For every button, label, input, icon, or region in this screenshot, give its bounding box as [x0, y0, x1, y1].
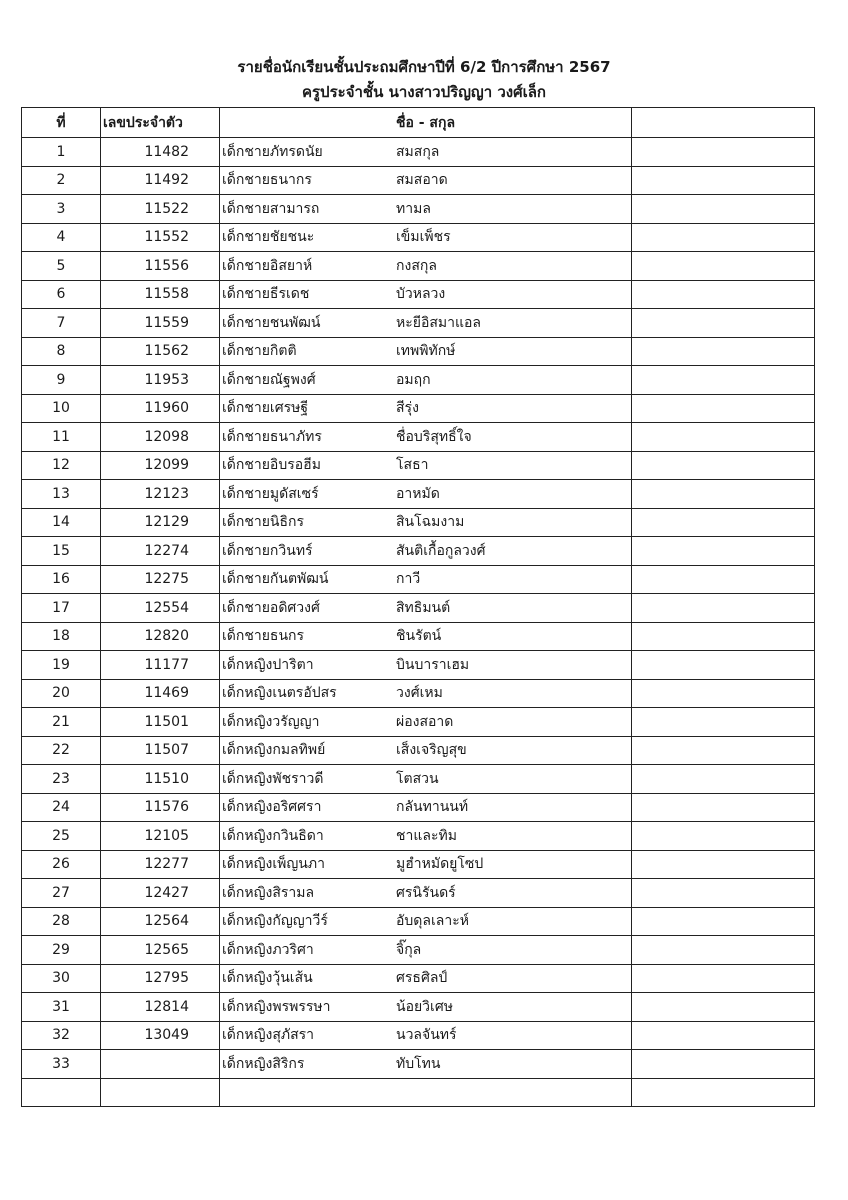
cell-name	[220, 451, 632, 480]
cell-name	[220, 480, 632, 509]
cell-student-id: 11482	[101, 138, 220, 167]
table-row	[22, 508, 815, 537]
cell-name	[220, 366, 632, 395]
cell-blank	[632, 1021, 815, 1050]
cell-name	[220, 1050, 632, 1079]
cell-name	[220, 280, 632, 309]
cell-name	[220, 1078, 632, 1107]
cell-student-id: 12099	[101, 451, 220, 480]
last-name: สมสกุล	[396, 143, 440, 160]
cell-blank	[632, 651, 815, 680]
cell-no: 18	[22, 622, 101, 651]
table-row	[22, 822, 815, 851]
first-name: เด็กชายธนกร	[222, 628, 305, 645]
cell-no: 31	[22, 993, 101, 1022]
last-name: วงศ์เหม	[396, 685, 443, 702]
cell-student-id: 11552	[101, 223, 220, 252]
table-row	[22, 309, 815, 338]
first-name: เด็กชายอิบรอฮีม	[222, 457, 321, 474]
first-name: เด็กหญิงอริศศรา	[222, 799, 322, 816]
cell-name	[220, 793, 632, 822]
cell-name	[220, 651, 632, 680]
table-row	[22, 138, 815, 167]
cell-blank	[632, 565, 815, 594]
first-name: เด็กชายณัฐพงศ์	[222, 371, 316, 388]
cell-no: 26	[22, 850, 101, 879]
last-name: กลันทานนท์	[396, 799, 469, 816]
cell-no: 10	[22, 394, 101, 423]
cell-blank	[632, 280, 815, 309]
cell-student-id: 12274	[101, 537, 220, 566]
table-row	[22, 907, 815, 936]
first-name: เด็กหญิงกวินธิดา	[222, 827, 324, 844]
table-row	[22, 252, 815, 281]
table-row	[22, 1021, 815, 1050]
last-name: สิทธิมนต์	[396, 599, 451, 616]
cell-blank	[632, 822, 815, 851]
cell-name	[220, 195, 632, 224]
table-row	[22, 565, 815, 594]
cell-blank	[632, 252, 815, 281]
cell-student-id: 12098	[101, 423, 220, 452]
last-name: อมฤก	[396, 371, 431, 388]
first-name: เด็กชายธนากร	[222, 172, 312, 189]
table-row	[22, 993, 815, 1022]
cell-blank	[632, 907, 815, 936]
first-name: เด็กหญิงกัญญาวีร์	[222, 913, 328, 930]
last-name: สันติเกื้อกูลวงศ์	[396, 542, 486, 559]
last-name: ศรธศิลป์	[396, 970, 448, 987]
table-row	[22, 451, 815, 480]
first-name: เด็กหญิงเพ็ญนภา	[222, 856, 325, 873]
cell-no: 30	[22, 964, 101, 993]
first-name: เด็กชายสามารถ	[222, 200, 320, 217]
cell-student-id: 12814	[101, 993, 220, 1022]
cell-student-id: 12427	[101, 879, 220, 908]
cell-student-id	[101, 1078, 220, 1107]
cell-blank	[632, 679, 815, 708]
cell-no: 5	[22, 252, 101, 281]
cell-no: 29	[22, 936, 101, 965]
table-row	[22, 850, 815, 879]
first-name: เด็กชายกิตติ	[222, 343, 297, 360]
cell-name	[220, 964, 632, 993]
first-name: เด็กหญิงเนตรอัปสร	[222, 685, 337, 702]
cell-no: 8	[22, 337, 101, 366]
cell-student-id: 11177	[101, 651, 220, 680]
cell-name	[220, 508, 632, 537]
first-name: เด็กหญิงภวริศา	[222, 941, 314, 958]
table-row	[22, 651, 815, 680]
table-row	[22, 622, 815, 651]
table-row	[22, 480, 815, 509]
cell-student-id: 11510	[101, 765, 220, 794]
cell-no: 1	[22, 138, 101, 167]
cell-name	[220, 423, 632, 452]
cell-blank	[632, 708, 815, 737]
cell-student-id: 11559	[101, 309, 220, 338]
cell-student-id	[101, 1050, 220, 1079]
cell-name	[220, 537, 632, 566]
cell-no: 9	[22, 366, 101, 395]
first-name: เด็กชายกันตพัฒน์	[222, 571, 329, 588]
last-name: ทับโทน	[396, 1055, 441, 1072]
cell-student-id: 12275	[101, 565, 220, 594]
last-name: กาวี	[396, 571, 421, 588]
cell-name	[220, 565, 632, 594]
cell-blank	[632, 394, 815, 423]
first-name: เด็กชายธีรเดช	[222, 286, 310, 303]
last-name: บัวหลวง	[396, 286, 446, 303]
cell-blank	[632, 594, 815, 623]
cell-no: 4	[22, 223, 101, 252]
last-name: ชินรัตน์	[396, 628, 442, 645]
table-row	[22, 537, 815, 566]
table-row	[22, 1050, 815, 1079]
first-name: เด็กหญิงสุภัสรา	[222, 1027, 315, 1044]
cell-student-id: 12795	[101, 964, 220, 993]
last-name: ผ่องสอาด	[396, 713, 454, 730]
last-name: ทามล	[396, 200, 431, 217]
first-name: เด็กหญิงพรพรรษา	[222, 998, 331, 1015]
teacher-line: ครูประจำชั้น นางสาวปริญญา วงศ์เล็ก	[301, 83, 547, 101]
cell-blank	[632, 366, 815, 395]
cell-student-id: 12565	[101, 936, 220, 965]
cell-student-id: 11469	[101, 679, 220, 708]
cell-blank	[632, 964, 815, 993]
cell-no: 2	[22, 166, 101, 195]
cell-no: 28	[22, 907, 101, 936]
table-row	[22, 394, 815, 423]
first-name: เด็กชายอดิศวงศ์	[222, 599, 320, 616]
cell-no: 21	[22, 708, 101, 737]
cell-student-id: 12129	[101, 508, 220, 537]
first-name: เด็กชายภัทรดนัย	[222, 143, 323, 160]
cell-student-id: 12564	[101, 907, 220, 936]
table-row	[22, 879, 815, 908]
cell-blank	[632, 451, 815, 480]
last-name: กงสกุล	[396, 257, 437, 274]
first-name: เด็กหญิงวรัญญา	[222, 713, 320, 730]
last-name: โตสวน	[396, 770, 439, 787]
cell-blank	[632, 337, 815, 366]
cell-blank	[632, 480, 815, 509]
cell-name	[220, 822, 632, 851]
last-name: อับดุลเลาะห์	[396, 913, 469, 930]
cell-student-id: 11576	[101, 793, 220, 822]
table-row	[22, 793, 815, 822]
last-name: สมสอาด	[396, 172, 448, 189]
cell-name	[220, 1021, 632, 1050]
last-name: ชื่อบริสุทธิ์ใจ	[396, 428, 472, 445]
last-name: ชาและทิม	[396, 827, 457, 844]
table-row	[22, 679, 815, 708]
last-name: จิ๊กุล	[396, 941, 422, 958]
first-name: เด็กชายมูดัสเซร์	[222, 485, 319, 502]
cell-student-id: 11960	[101, 394, 220, 423]
last-name: เข็มเพ็ชร	[396, 229, 451, 246]
table-row	[22, 195, 815, 224]
column-header-no: ที่	[22, 108, 101, 138]
column-header-name: ชื่อ - สกุล	[220, 108, 632, 138]
cell-name	[220, 708, 632, 737]
column-header-blank	[632, 108, 815, 138]
first-name: เด็กชายเศรษฐี	[222, 400, 309, 417]
last-name: นวลจันทร์	[396, 1027, 457, 1044]
cell-student-id: 11501	[101, 708, 220, 737]
first-name: เด็กหญิงสิรามล	[222, 884, 315, 901]
cell-blank	[632, 223, 815, 252]
cell-no: 12	[22, 451, 101, 480]
document-title: รายชื่อนักเรียนชั้นประถมศึกษาปีที่ 6/2 ปีการศึกษา 2567	[237, 58, 611, 76]
cell-no: 33	[22, 1050, 101, 1079]
table-row	[22, 423, 815, 452]
student-table	[21, 107, 815, 1107]
cell-student-id: 12820	[101, 622, 220, 651]
cell-blank	[632, 993, 815, 1022]
cell-blank	[632, 736, 815, 765]
last-name: ศรนิรันดร์	[396, 884, 456, 901]
cell-name	[220, 337, 632, 366]
table-row	[22, 280, 815, 309]
last-name: โสธา	[396, 457, 429, 474]
table-header-row	[22, 108, 815, 138]
cell-student-id: 12554	[101, 594, 220, 623]
cell-name	[220, 907, 632, 936]
cell-name	[220, 736, 632, 765]
table-row	[22, 366, 815, 395]
cell-blank	[632, 537, 815, 566]
last-name: มูฮำหมัดยูโซป	[396, 856, 484, 873]
cell-name	[220, 765, 632, 794]
cell-blank	[632, 1050, 815, 1079]
cell-name	[220, 394, 632, 423]
cell-student-id: 12123	[101, 480, 220, 509]
cell-blank	[632, 309, 815, 338]
cell-name	[220, 622, 632, 651]
cell-no: 13	[22, 480, 101, 509]
cell-no: 32	[22, 1021, 101, 1050]
table-row	[22, 166, 815, 195]
first-name: เด็กชายนิธิกร	[222, 514, 305, 531]
cell-no	[22, 1078, 101, 1107]
cell-student-id: 11556	[101, 252, 220, 281]
cell-blank	[632, 423, 815, 452]
cell-blank	[632, 1078, 815, 1107]
cell-name	[220, 138, 632, 167]
table-row	[22, 708, 815, 737]
cell-blank	[632, 508, 815, 537]
first-name: เด็กชายกวินทร์	[222, 542, 313, 559]
cell-no: 7	[22, 309, 101, 338]
cell-student-id: 12277	[101, 850, 220, 879]
cell-no: 23	[22, 765, 101, 794]
first-name: เด็กหญิงปาริตา	[222, 656, 314, 673]
cell-blank	[632, 850, 815, 879]
cell-name	[220, 594, 632, 623]
first-name: เด็กชายอิสยาห์	[222, 257, 313, 274]
cell-student-id: 12105	[101, 822, 220, 851]
cell-no: 15	[22, 537, 101, 566]
cell-blank	[632, 622, 815, 651]
table-row	[22, 1078, 815, 1107]
table-row	[22, 594, 815, 623]
cell-no: 11	[22, 423, 101, 452]
cell-name	[220, 252, 632, 281]
cell-name	[220, 223, 632, 252]
cell-no: 27	[22, 879, 101, 908]
last-name: เส็งเจริญสุข	[396, 742, 467, 759]
first-name: เด็กชายชนพัฒน์	[222, 314, 321, 331]
cell-blank	[632, 166, 815, 195]
first-name: เด็กหญิงสิริกร	[222, 1055, 305, 1072]
column-header-student-id: เลขประจำตัว	[101, 108, 220, 138]
cell-student-id: 11953	[101, 366, 220, 395]
table-row	[22, 765, 815, 794]
cell-no: 17	[22, 594, 101, 623]
last-name: หะยีอิสมาแอล	[396, 314, 482, 331]
cell-blank	[632, 936, 815, 965]
cell-blank	[632, 793, 815, 822]
cell-student-id: 11558	[101, 280, 220, 309]
table-row	[22, 736, 815, 765]
cell-no: 20	[22, 679, 101, 708]
cell-student-id: 11522	[101, 195, 220, 224]
cell-no: 19	[22, 651, 101, 680]
last-name: สินโฉมงาม	[396, 514, 465, 531]
cell-no: 14	[22, 508, 101, 537]
first-name: เด็กหญิงกมลทิพย์	[222, 742, 326, 759]
first-name: เด็กหญิงวุ้นเส้น	[222, 970, 313, 987]
last-name: สีรุ่ง	[396, 400, 419, 417]
cell-name	[220, 879, 632, 908]
cell-blank	[632, 765, 815, 794]
cell-student-id: 11507	[101, 736, 220, 765]
table-row	[22, 936, 815, 965]
cell-no: 3	[22, 195, 101, 224]
cell-no: 25	[22, 822, 101, 851]
last-name: บินบาราเฮม	[396, 656, 470, 673]
last-name: น้อยวิเศษ	[396, 998, 453, 1015]
cell-name	[220, 936, 632, 965]
cell-no: 16	[22, 565, 101, 594]
last-name: เทพพิทักษ์	[396, 343, 456, 360]
first-name: เด็กชายธนาภัทร	[222, 428, 322, 445]
cell-student-id: 11562	[101, 337, 220, 366]
cell-name	[220, 166, 632, 195]
cell-student-id: 13049	[101, 1021, 220, 1050]
table-row	[22, 223, 815, 252]
first-name: เด็กหญิงพัชราวดี	[222, 770, 324, 787]
cell-no: 22	[22, 736, 101, 765]
cell-name	[220, 850, 632, 879]
cell-name	[220, 679, 632, 708]
cell-name	[220, 309, 632, 338]
table-row	[22, 337, 815, 366]
cell-blank	[632, 879, 815, 908]
cell-student-id: 11492	[101, 166, 220, 195]
table-row	[22, 964, 815, 993]
last-name: อาหมัด	[396, 485, 440, 502]
cell-blank	[632, 138, 815, 167]
cell-blank	[632, 195, 815, 224]
cell-no: 24	[22, 793, 101, 822]
cell-name	[220, 993, 632, 1022]
first-name: เด็กชายชัยชนะ	[222, 229, 315, 246]
cell-no: 6	[22, 280, 101, 309]
